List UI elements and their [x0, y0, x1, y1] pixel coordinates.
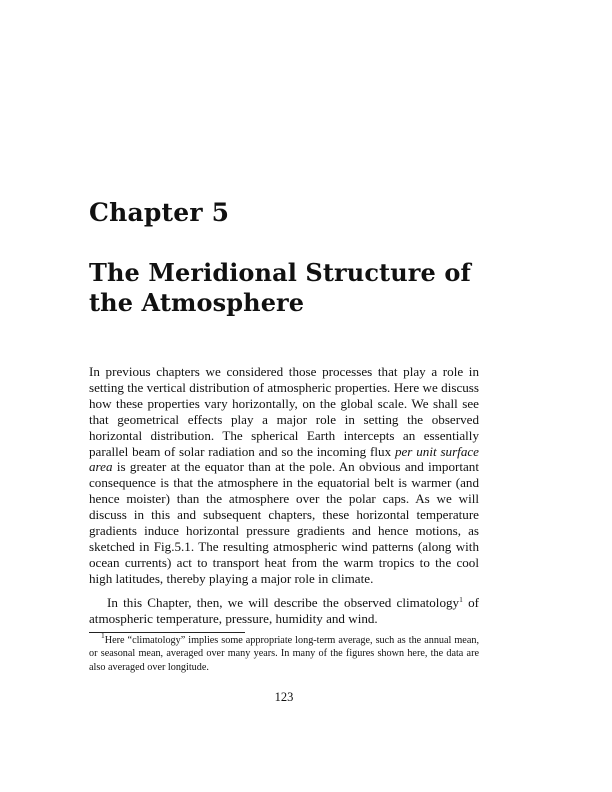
second-paragraph-part-2: of atmospheric temperature, pressure, humidity and wind.	[89, 594, 479, 626]
chapter-title-line-1: The Meridional Structure of	[89, 258, 471, 287]
intro-paragraph-part-2: is greater at the equator than at the pole. An obvious and important consequence is that the atmosphere in the equatorial belt is warmer (and hence moister) than the atmosphere over the polar caps. As we will discuss in this and subsequent chapters, these horizontal temperature gradients induce horizontal pressure gradients and hence motions, as sketched in Fig.5.1. The resulting atmospheric wind patterns (along with ocean currents) act to transport heat from the warm tropics to the cool high latitudes, thereby playing a major role in climate.	[89, 459, 479, 586]
footnote-text: Here “climatology” implies some appropriate long-term average, such as the annual mean, or seasonal mean, averaged over many years. In many of the figures shown here, the data are also averaged over longitude.	[89, 635, 479, 673]
emphasis-per-unit-surface-area: per unit surface area	[89, 443, 479, 475]
intro-paragraph-part-1: In previous chapters we considered those processes that play a role in setting the vertical distribution of atmospheric properties. Here we discuss how these properties vary horizontally, on the global scale. We shall see that geometrical effects play a major role in setting the observed horizontal distribution. The spherical Earth intercepts an essentially parallel beam of solar radiation and so the incoming flux	[89, 364, 479, 459]
footnote	[89, 631, 479, 674]
body-text	[89, 364, 479, 627]
second-paragraph	[89, 595, 479, 627]
footnote-mark: 1	[101, 631, 105, 640]
footnote-reference[interactable]: 1	[459, 594, 463, 604]
chapter-title-line-2: the Atmosphere	[89, 288, 305, 317]
page-number: 123	[274, 690, 294, 704]
second-paragraph-part-1: In this Chapter, then, we will describe the observed climatology	[107, 594, 460, 610]
chapter-title	[89, 258, 519, 318]
footnote-rule	[89, 632, 245, 633]
intro-paragraph	[89, 364, 479, 587]
chapter-label: Chapter 5	[89, 198, 230, 227]
